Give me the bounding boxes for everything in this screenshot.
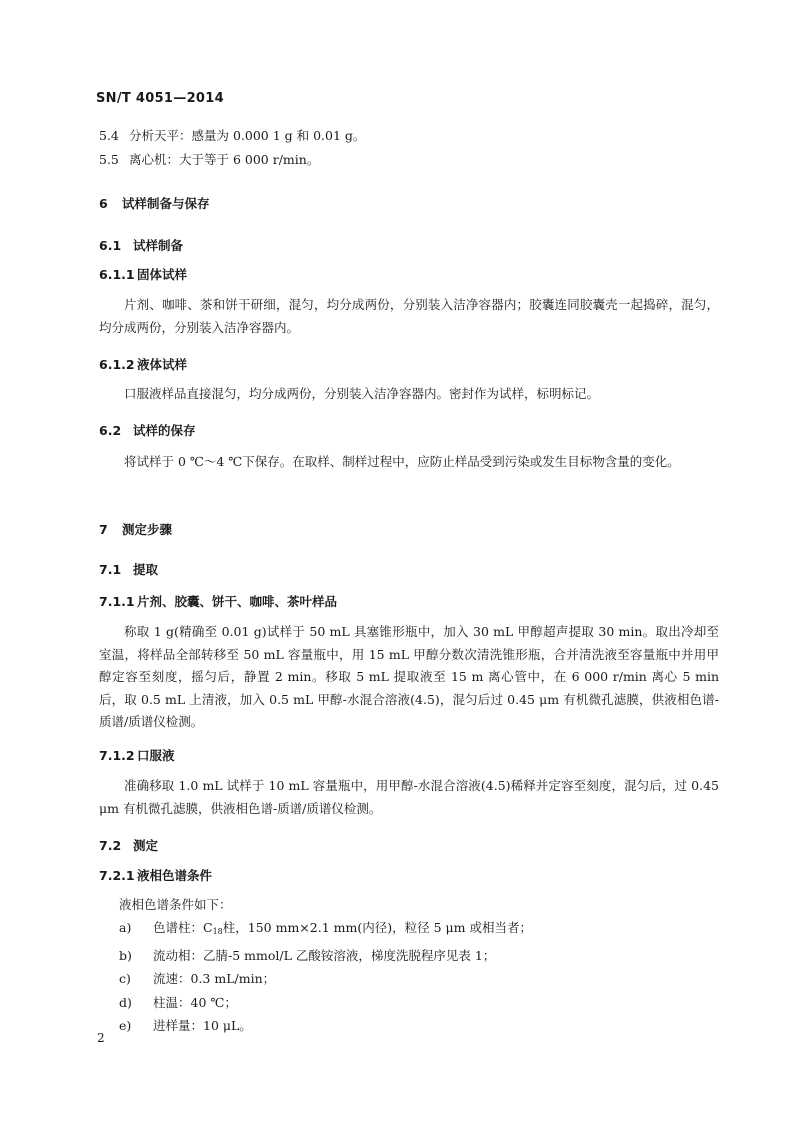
list-item: [119, 944, 532, 968]
paragraph-7-1-1: 称取 1 g(精确至 0.01 g)试样于 50 mL 具塞锥形瓶中，加入 30 mL 甲醇超声提取 30 min。取出冷却至室温，将样品全部转移至 50 mL 容量瓶中，用 15 mL 甲醇分数次清洗锥形瓶，合并清洗液至容量瓶中并用甲醇定容至刻度，摇匀后，静置 2 min。移取 5 mL 提取液至 15 m 离心管中，在 6 000 r/min 离心 5 min 后，取 0.5 mL 上清液，加入 0.5 mL 甲醇-水混合溶液(4.5)，混匀后过 0.45 μm 有机微孔滤膜，供液相色谱-质谱/质谱仪检测。: [99, 624, 719, 729]
list-marker: a): [119, 920, 132, 935]
list-text: 柱温：40 ℃；: [153, 994, 237, 1010]
section-title: 液相色谱条件: [137, 868, 213, 883]
section-7-2-heading: [99, 836, 158, 854]
section-7-1-1-heading: [99, 592, 337, 610]
section-7-1-heading: [99, 560, 158, 578]
section-7-1-2-heading: [99, 746, 175, 764]
list-item: [119, 991, 532, 1015]
section-number: 6.2: [99, 423, 122, 438]
list-marker: c): [119, 971, 131, 986]
list-marker: d): [119, 994, 132, 1010]
paragraph-7-1-2: 准确移取 1.0 mL 试样于 10 mL 容量瓶中，用甲醇-水混合溶液(4.5)稀释并定容至刻度，混匀后，过 0.45 μm 有机微孔滤膜，供液相色谱-质谱/质谱仪检测。: [99, 778, 719, 816]
section-number: 7.1.2: [99, 748, 135, 763]
section-6-heading: [99, 194, 210, 212]
list-item: [119, 1014, 532, 1038]
section-number: 7.1: [99, 562, 122, 577]
section-title: 测定: [133, 838, 159, 853]
list-text: 流速：0.3 mL/min；: [153, 971, 276, 986]
section-6-1-1-heading: [99, 265, 187, 283]
section-7-heading: [99, 520, 172, 538]
section-number: 6.1: [99, 238, 122, 253]
section-title: 试样制备: [133, 238, 184, 253]
section-number: 7: [99, 522, 108, 537]
section-6-2-heading: [99, 421, 196, 439]
section-number: 6: [99, 196, 108, 211]
section-7-2-1-heading: [99, 866, 212, 884]
list-text: 流动相：乙腈-5 mmol/L 乙酸铵溶液，梯度洗脱程序见表 1；: [153, 947, 496, 963]
section-number: 7.2: [99, 838, 122, 853]
section-title: 试样的保存: [133, 423, 196, 438]
section-title: 片剂、胶囊、饼干、咖啡、茶叶样品: [137, 594, 338, 609]
list-text: 进样量：10 μL。: [153, 1018, 252, 1033]
section-title: 液体试样: [137, 357, 188, 372]
list-marker: e): [119, 1018, 132, 1033]
paragraph-6-2: 将试样于 0 ℃～4 ℃下保存。在取样、制样过程中，应防止样品受到污染或发生目标物含量的变化。: [124, 454, 680, 469]
section-6-1-heading: [99, 236, 183, 254]
section-title: 口服液: [137, 748, 175, 763]
page-number: 2: [97, 1031, 105, 1045]
paragraph-6-1-2: 口服液样品直接混匀，均分成两份，分别装入洁净容器内。密封作为试样，标明标记。: [124, 386, 600, 401]
section-6-1-2-heading: [99, 355, 187, 373]
standard-number: SN/T 4051—2014: [96, 91, 224, 106]
clause-text: 分析天平：感量为 0.000 1 g 和 0.01 g。: [129, 128, 366, 143]
section-number: 7.2.1: [99, 868, 135, 883]
clause-5-4: [99, 126, 365, 144]
list-item: [119, 916, 532, 944]
clause-5-5: [99, 150, 319, 168]
lc-conditions-intro: 液相色谱条件如下：: [119, 897, 232, 912]
clause-text: 离心机：大于等于 6 000 r/min。: [129, 152, 320, 167]
list-item: [119, 967, 532, 991]
section-number: 6.1.2: [99, 357, 135, 372]
section-title: 试样制备与保存: [122, 196, 210, 211]
paragraph-6-1-1: 片剂、咖啡、茶和饼干研细，混匀，均分成两份，分别装入洁净容器内；胶囊连同胶囊壳一起捣碎，混匀，均分成两份，分别装入洁净容器内。: [99, 297, 719, 335]
list-text: 色谱柱：$C_{18}$柱，150 mm×2.1 mm(内径)，粒径 5 μm 或相当者；: [153, 920, 532, 936]
list-marker: b): [119, 947, 132, 963]
section-title: 提取: [133, 562, 159, 577]
section-number: 6.1.1: [99, 267, 135, 282]
section-number: 7.1.1: [99, 594, 135, 609]
clause-number: 5.4: [99, 128, 119, 143]
clause-number: 5.5: [99, 152, 119, 167]
section-title: 测定步骤: [122, 522, 173, 537]
section-title: 固体试样: [137, 267, 188, 282]
lc-conditions-list: [119, 916, 532, 1038]
